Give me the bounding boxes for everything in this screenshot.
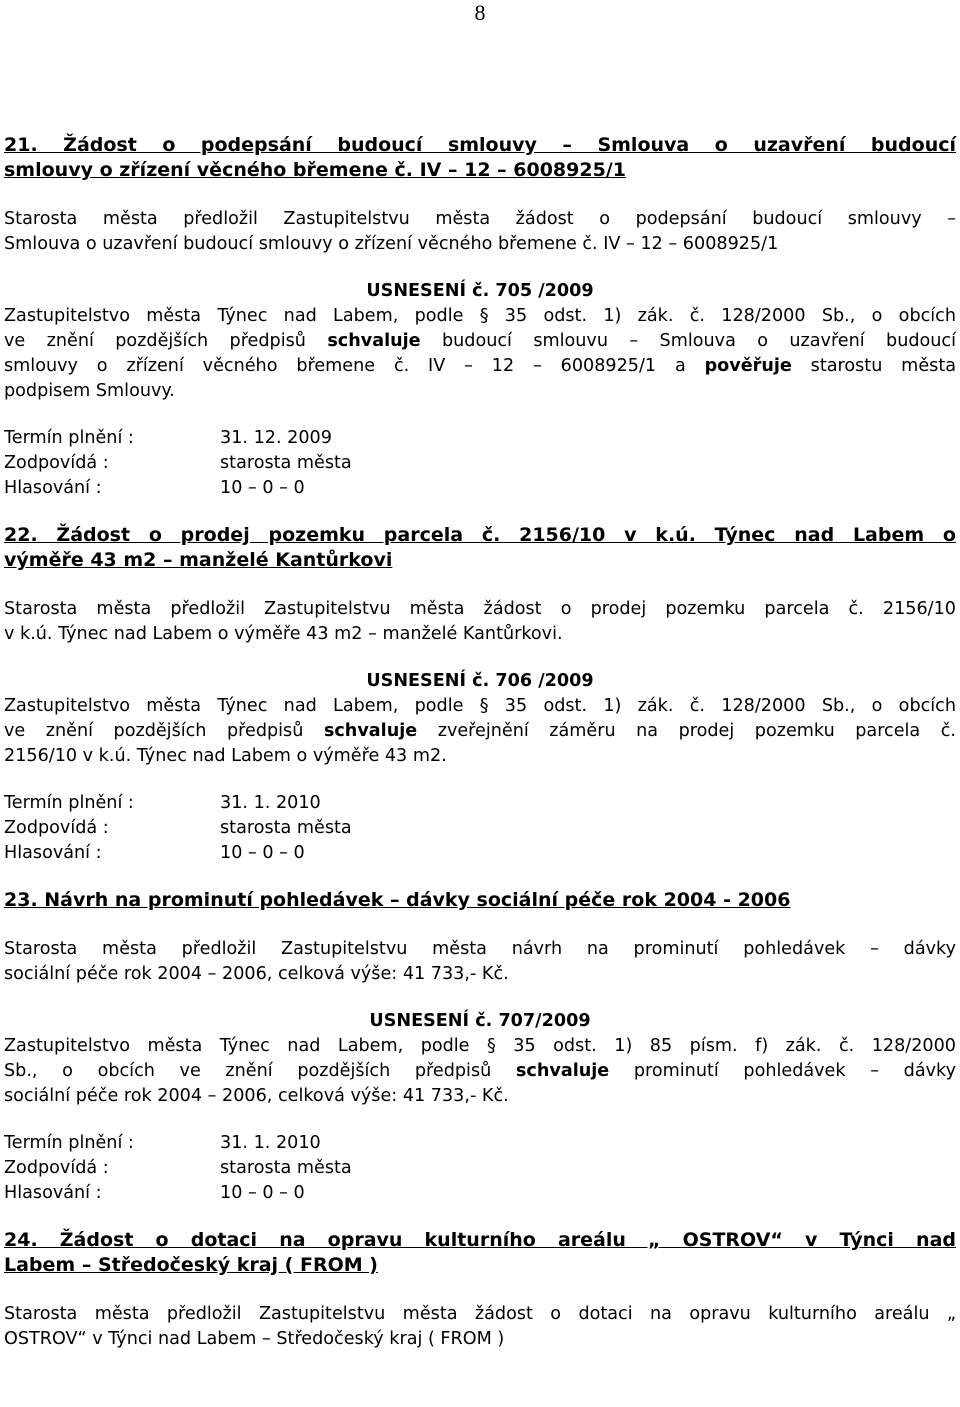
- resolution-text: [4, 354, 956, 379]
- resolution-verb: schvaluje: [515, 1061, 610, 1081]
- section-21: [4, 133, 956, 501]
- resolution-text: [4, 719, 956, 744]
- intro-text: Starosta města předložil Zastupitelstvu města žádost o prodej pozemku parcela č. 2156/10: [4, 599, 956, 619]
- responsible-value: starosta města: [220, 1158, 352, 1178]
- responsible-label: Zodpovídá :: [4, 1158, 109, 1178]
- vote-label: Hlasování :: [4, 478, 102, 498]
- resolution-text-part: prominutí pohledávek – dávky: [609, 1061, 956, 1081]
- resolution-verb: schvaluje: [327, 331, 421, 351]
- resolution-title: [4, 669, 956, 694]
- vote-value: 10 – 0 – 0: [220, 478, 305, 498]
- resolution-verb: schvaluje: [323, 721, 418, 741]
- deadline-row: [4, 1131, 956, 1156]
- responsible-value: starosta města: [220, 818, 352, 838]
- resolution-number: USNESENÍ č. 707/2009: [369, 1011, 591, 1031]
- vote-label: Hlasování :: [4, 843, 102, 863]
- deadline-label: Termín plnění :: [4, 428, 134, 448]
- responsible-row: [4, 1156, 956, 1181]
- resolution-title: [4, 279, 956, 304]
- intro-text-cont: OSTROV“ v Týnci nad Labem – Středočeský kraj ( FROM ): [4, 1329, 505, 1349]
- section-heading-cont: smlouvy o zřízení věcného břemene č. IV – 12 – 6008925/1: [4, 159, 626, 181]
- vote-value: 10 – 0 – 0: [220, 843, 305, 863]
- responsible-row: [4, 816, 956, 841]
- resolution-text-part: smlouvy o zřízení věcného břemene č. IV – 12 – 6008925/1 a: [4, 356, 705, 376]
- responsible-row: [4, 451, 956, 476]
- resolution-text-part: zveřejnění záměru na prodej pozemku parcela č.: [417, 721, 956, 741]
- section-22: [4, 523, 956, 866]
- resolution-title: [4, 1009, 956, 1034]
- vote-row: [4, 841, 956, 866]
- section-24: [4, 1228, 956, 1352]
- responsible-label: Zodpovídá :: [4, 453, 109, 473]
- intro-text: Starosta města předložil Zastupitelstvu města žádost o podepsání budoucí smlouvy –: [4, 209, 956, 229]
- resolution-text: Zastupitelstvo města Týnec nad Labem, podle § 35 odst. 1) 85 písm. f) zák. č. 128/2000: [4, 1036, 956, 1056]
- resolution-text-part: ve znění pozdějších předpisů: [4, 331, 328, 351]
- intro-text: Starosta města předložil Zastupitelstvu města žádost o dotaci na opravu kulturního areálu „: [4, 1304, 956, 1324]
- deadline-label: Termín plnění :: [4, 793, 134, 813]
- resolution-text-part: Sb., o obcích ve znění pozdějších předpisů: [4, 1061, 516, 1081]
- resolution-text-part: starostu města: [791, 356, 956, 376]
- deadline-value: 31. 1. 2010: [220, 1133, 321, 1153]
- resolution-verb: pověřuje: [704, 356, 792, 376]
- section-heading: 21. Žádost o podepsání budoucí smlouvy – Smlouva o uzavření budoucí: [4, 134, 956, 156]
- resolution-text: podpisem Smlouvy.: [4, 381, 175, 401]
- intro-text: Starosta města předložil Zastupitelstvu města návrh na prominutí pohledávek – dávky: [4, 939, 956, 959]
- section-heading: 24. Žádost o dotaci na opravu kulturního areálu „ OSTROV“ v Týnci nad: [4, 1229, 956, 1251]
- intro-text-cont: sociální péče rok 2004 – 2006, celková výše: 41 733,- Kč.: [4, 964, 509, 984]
- resolution-text: Zastupitelstvo města Týnec nad Labem, podle § 35 odst. 1) zák. č. 128/2000 Sb., o obcích: [4, 306, 956, 326]
- deadline-value: 31. 12. 2009: [220, 428, 332, 448]
- resolution-text: [4, 1059, 956, 1084]
- resolution-text: 2156/10 v k.ú. Týnec nad Labem o výměře 43 m2.: [4, 746, 447, 766]
- vote-value: 10 – 0 – 0: [220, 1183, 305, 1203]
- vote-row: [4, 476, 956, 501]
- responsible-label: Zodpovídá :: [4, 818, 109, 838]
- vote-row: [4, 1181, 956, 1206]
- intro-text-cont: Smlouva o uzavření budoucí smlouvy o zřízení věcného břemene č. IV – 12 – 6008925/1: [4, 234, 779, 254]
- resolution-text-part: budoucí smlouvu – Smlouva o uzavření budoucí: [420, 331, 956, 351]
- resolution-text: sociální péče rok 2004 – 2006, celková výše: 41 733,- Kč.: [4, 1086, 509, 1106]
- deadline-label: Termín plnění :: [4, 1133, 134, 1153]
- deadline-row: [4, 791, 956, 816]
- section-heading: 22. Žádost o prodej pozemku parcela č. 2156/10 v k.ú. Týnec nad Labem o: [4, 524, 956, 546]
- resolution-text: [4, 329, 956, 354]
- intro-text-cont: v k.ú. Týnec nad Labem o výměře 43 m2 – manželé Kantůrkovi.: [4, 624, 563, 644]
- responsible-value: starosta města: [220, 453, 352, 473]
- resolution-number: USNESENÍ č. 705 /2009: [366, 281, 594, 301]
- page-number: 8: [474, 0, 486, 25]
- section-23: [4, 888, 956, 1206]
- deadline-row: [4, 426, 956, 451]
- section-heading: 23. Návrh na prominutí pohledávek – dávky sociální péče rok 2004 - 2006: [4, 889, 791, 911]
- section-heading-cont: výměře 43 m2 – manželé Kantůrkovi: [4, 549, 393, 571]
- document-body: [4, 133, 956, 1352]
- resolution-number: USNESENÍ č. 706 /2009: [366, 671, 594, 691]
- vote-label: Hlasování :: [4, 1183, 102, 1203]
- resolution-text-part: ve znění pozdějších předpisů: [4, 721, 324, 741]
- section-heading-cont: Labem – Středočeský kraj ( FROM ): [4, 1254, 378, 1276]
- resolution-text: Zastupitelstvo města Týnec nad Labem, podle § 35 odst. 1) zák. č. 128/2000 Sb., o obcích: [4, 696, 956, 716]
- deadline-value: 31. 1. 2010: [220, 793, 321, 813]
